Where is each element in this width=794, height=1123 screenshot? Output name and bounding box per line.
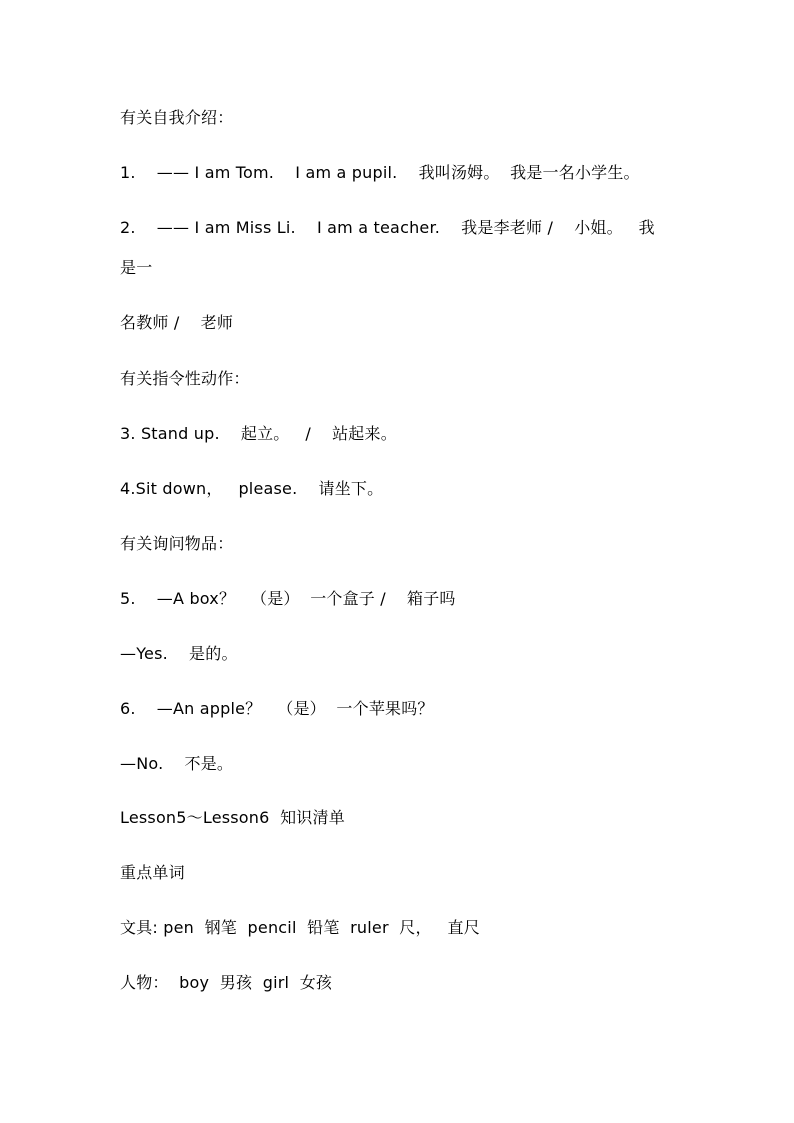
heading-instructions: 有关指令性动作：: [120, 369, 250, 388]
item-2-text-continued: 是一: [120, 258, 153, 277]
item-3-text: 3. Stand up. 起立。 / 站起来。: [120, 424, 397, 443]
item-4-text: 4.Sit down， please. 请坐下。: [120, 479, 384, 498]
vocab-stationery: 文具: pen 钢笔 pencil 铅笔 ruler 尺， 直尺: [120, 918, 480, 937]
item-6-text: 6. —An apple？ （是） 一个苹果吗？: [120, 699, 434, 718]
heading-asking-items: 有关询问物品：: [120, 534, 234, 553]
vocab-people: 人物： boy 男孩 girl 女孩: [120, 973, 333, 992]
section-title-lessons: Lesson5～Lesson6 知识清单: [120, 808, 345, 827]
item-1-text: 1. —— I am Tom. I am a pupil. 我叫汤姆。 我是一名小学生。: [120, 163, 640, 182]
item-5-text: 5. —A box？ （是） 一个盒子 / 箱子吗: [120, 589, 456, 608]
item-2-text: 2. —— I am Miss Li. I am a teacher. 我是李老师 / 小姐。 我: [120, 218, 655, 237]
heading-self-introduction: 有关自我介绍：: [120, 108, 234, 127]
heading-key-words: 重点单词: [120, 863, 185, 882]
item-6-answer: —No. 不是。: [120, 754, 234, 773]
item-5-answer: —Yes. 是的。: [120, 644, 238, 663]
item-2-text-continued-2: 名教师 / 老师: [120, 313, 234, 332]
